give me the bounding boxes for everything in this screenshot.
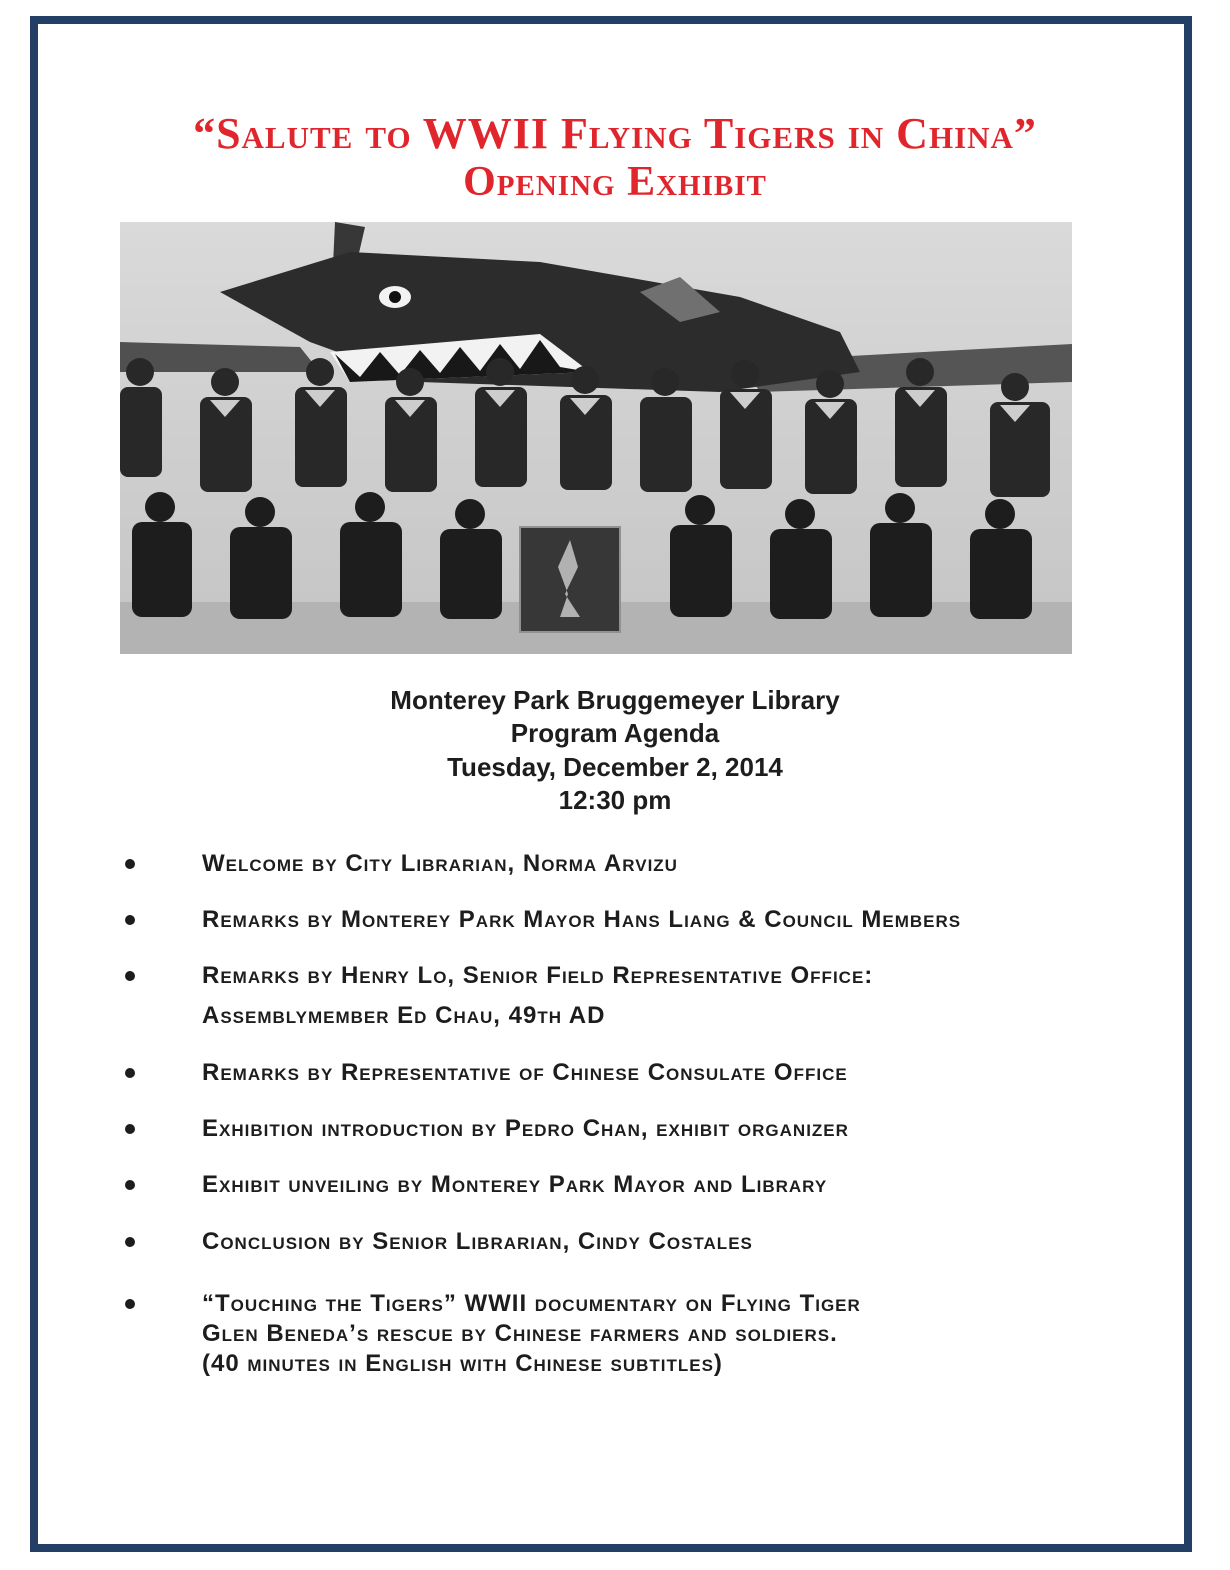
- agenda-item-line: Exhibition introduction by Pedro Chan, exhibit organizer: [202, 1115, 849, 1142]
- agenda-item-line: Remarks by Henry Lo, Senior Field Representative Office:: [202, 962, 874, 989]
- bullet-icon: [125, 1237, 135, 1247]
- exhibit-title: “Salute to WWII Flying Tigers in China”: [193, 109, 1037, 158]
- exhibit-subtitle: Opening Exhibit: [463, 159, 767, 205]
- agenda-item-line: (40 minutes in English with Chinese subtitles): [202, 1350, 723, 1377]
- bullet-icon: [125, 1180, 135, 1190]
- agenda-item-line: Glen Beneda’s rescue by Chinese farmers and soldiers.: [202, 1320, 838, 1347]
- agenda-item-line: Conclusion by Senior Librarian, Cindy Costales: [202, 1228, 753, 1255]
- bullet-icon: [125, 915, 135, 925]
- agenda-item-line: Assemblymember Ed Chau, 49th AD: [202, 1002, 606, 1029]
- bullet-icon: [125, 1124, 135, 1134]
- agenda-item-line: Exhibit unveiling by Monterey Park Mayor and Library: [202, 1171, 828, 1198]
- agenda-item-line: Remarks by Representative of Chinese Consulate Office: [202, 1059, 848, 1086]
- bullet-icon: [125, 859, 135, 869]
- agenda-item-line: Welcome by City Librarian, Norma Arvizu: [202, 850, 678, 877]
- agenda-item-line: Remarks by Monterey Park Mayor Hans Liang & Council Members: [202, 906, 962, 933]
- event-date: Tuesday, December 2, 2014: [447, 752, 783, 782]
- venue-name: Monterey Park Bruggemeyer Library: [390, 685, 840, 715]
- event-time: 12:30 pm: [558, 785, 672, 815]
- bullet-icon: [125, 971, 135, 981]
- bullet-icon: [125, 1068, 135, 1078]
- agenda-item-line: “Touching the Tigers” WWII documentary on Flying Tiger: [202, 1290, 861, 1317]
- bullet-icon: [125, 1299, 135, 1309]
- agenda-heading: Program Agenda: [510, 718, 720, 748]
